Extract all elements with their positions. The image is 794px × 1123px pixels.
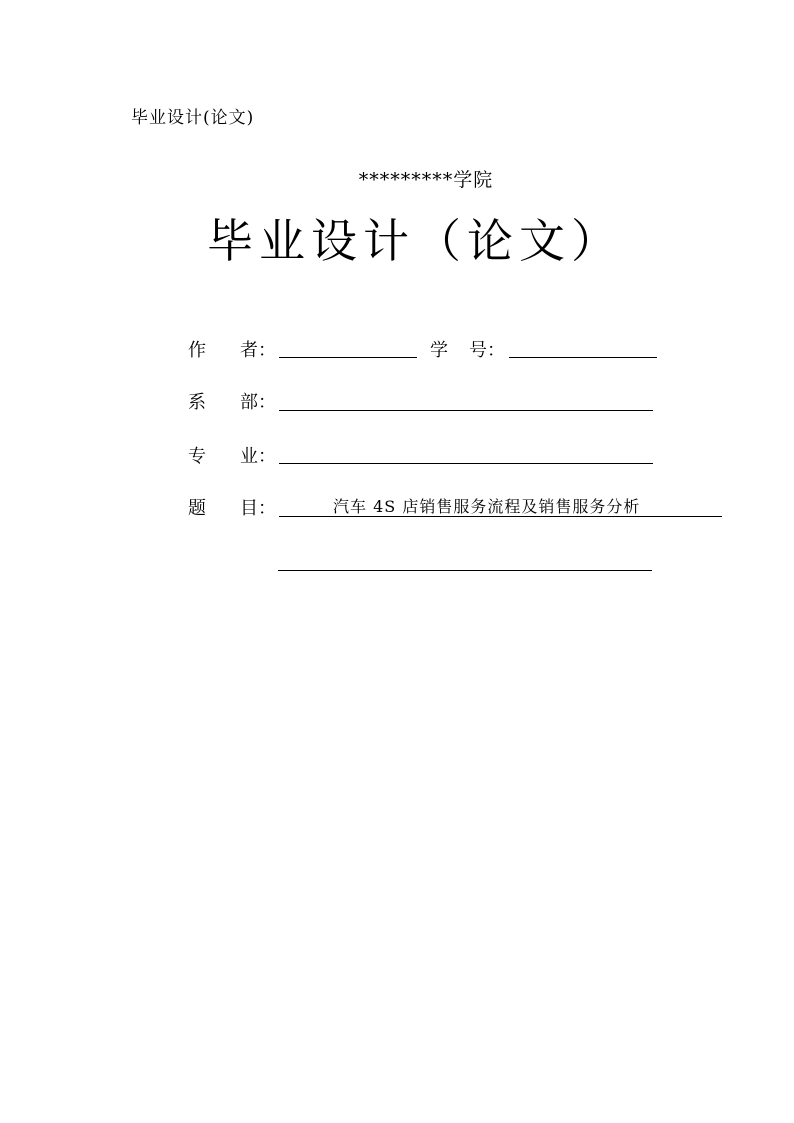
author-label-char-1: 作 <box>188 340 206 361</box>
department-label-char-1: 系 <box>188 392 206 413</box>
major-label-char-1: 专 <box>188 446 206 467</box>
student-id-field-line[interactable] <box>509 357 657 358</box>
student-id-label-char-1: 学 <box>430 340 448 361</box>
department-label-char-2: 部： <box>240 392 276 413</box>
author-field-line[interactable] <box>279 357 417 358</box>
student-id-label-char-2: 号： <box>469 340 505 361</box>
topic-label-char-2: 目： <box>240 498 276 519</box>
topic-value: 汽车 4S 店销售服务流程及销售服务分析 <box>333 497 641 516</box>
institution-name <box>0 167 794 193</box>
major-field-line[interactable] <box>279 463 653 464</box>
topic-field-line[interactable] <box>279 516 722 517</box>
topic-label-char-1: 题 <box>188 498 206 519</box>
institution-text: *********学院 <box>358 169 494 191</box>
department-field-line[interactable] <box>279 410 653 411</box>
author-label-char-2: 者： <box>240 340 276 361</box>
thesis-main-title-text: 毕业设计（论文） <box>207 214 623 268</box>
topic-continuation-line[interactable] <box>278 570 652 571</box>
major-label-char-2: 业： <box>240 446 276 467</box>
thesis-main-title <box>0 212 794 270</box>
page-header: 毕业设计(论文) <box>131 108 255 128</box>
